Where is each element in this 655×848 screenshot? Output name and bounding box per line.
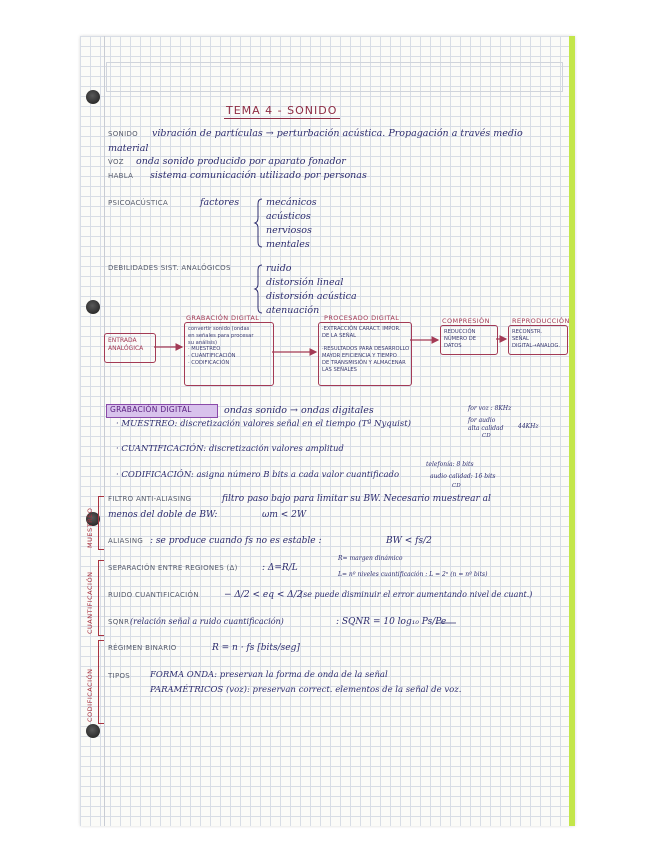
compresion-box-text: REDUCCIÓN NÚMERO DE DATOS <box>444 329 477 349</box>
tipos-label: TIPOS <box>108 672 131 680</box>
regimen-formula: R = n · fs [bits/seg] <box>212 643 300 653</box>
grabacion-intro: ondas sonido → ondas digitales <box>224 405 374 416</box>
definition-text: onda sonido producido por aparato fonador <box>136 156 346 167</box>
separacion-note: L= nº niveles cuantificación : L = 2ⁿ (n = nº bits) <box>338 571 488 578</box>
list-item: mentales <box>266 239 310 250</box>
psicoacustica-brace <box>255 199 262 247</box>
list-item: nerviosos <box>266 225 312 236</box>
codificacion-note: telefonía: 8 bits <box>426 461 474 468</box>
psicoacustica-label: PSICOACÚSTICA <box>108 199 169 207</box>
cuantificacion-bracket <box>98 560 104 636</box>
list-item: distorsión lineal <box>266 277 344 288</box>
cuantificacion-line: · CUANTIFICACIÓN: discretización valores amplitud <box>116 444 344 454</box>
list-item: mecánicos <box>266 197 317 208</box>
codificacion-line: · CODIFICACIÓN: asigna número B bits a cada valor cuantificado <box>116 470 400 480</box>
sqnr-text: (relación señal a ruido cuantificación) <box>130 617 284 626</box>
muestreo-note: 44KHz <box>518 423 539 430</box>
page-title: TEMA 4 - SONIDO <box>226 104 338 117</box>
codificacion-note: audio calidad: 16 bits <box>430 473 496 480</box>
psicoacustica-sub: factores <box>200 197 240 208</box>
codificacion-side-label: CODIFICACIÓN <box>86 668 94 722</box>
sqnr-label: SQNR <box>108 618 130 626</box>
muestreo-line: · MUESTREO: discretización valores señal en el tiempo (Tª Nyquist) <box>116 419 411 429</box>
ruido-formula: − Δ/2 < eq < Δ/2 <box>224 590 303 600</box>
definition-text: sistema comunicación utilizado por personas <box>150 170 367 181</box>
debilidades-label: DEBILIDADES SIST. ANALÓGICOS <box>108 264 231 272</box>
filtro-text2: menos del doble de BW: <box>108 510 218 520</box>
muestreo-note: for voz : 8KHz <box>468 405 512 412</box>
definition-term: SONIDO <box>108 130 138 138</box>
list-item: acústicos <box>266 211 311 222</box>
reproduccion-box-text: RECONSTR. SEÑAL DIGITAL→ANALOG. <box>512 329 561 349</box>
separacion-label: SEPARACIÓN ENTRE REGIONES (Δ) <box>108 564 238 572</box>
list-item: ruido <box>266 263 292 274</box>
muestreo-note: CD <box>482 433 491 439</box>
procesado-box-label: PROCESADO DIGITAL <box>324 314 400 322</box>
sqnr-formula: : SQNR = 10 log₁₀ Ps/Pe <box>336 617 447 627</box>
ruido-text: (se puede disminuir el error aumentando nivel de cuant.) <box>300 590 533 599</box>
separacion-note: R= margen dinámico <box>338 555 403 562</box>
grabacion-box-label: GRABACIÓN DIGITAL <box>186 314 260 322</box>
tipo-item: FORMA ONDA: preservan la forma de onda de la señal <box>150 670 388 680</box>
definition-term: HABLA <box>108 172 134 180</box>
compresion-box-label: COMPRESIÓN <box>442 317 490 325</box>
aliasing-label: ALIASING <box>108 537 144 545</box>
muestreo-note: alta calidad <box>468 425 504 432</box>
muestreo-note: for audio <box>468 417 496 424</box>
debilidades-brace <box>255 265 262 313</box>
list-item: atenuación <box>266 305 320 316</box>
definition-text: vibración de partículas → perturbación acústica. Propagación a través medio <box>152 128 523 139</box>
regimen-label: RÉGIMEN BINARIO <box>108 644 177 652</box>
filtro-formula: ωm < 2W <box>262 510 307 520</box>
codificacion-note: CD <box>452 483 461 489</box>
aliasing-text: : se produce cuando fs no es estable : <box>150 536 322 546</box>
definition-text: material <box>108 143 149 154</box>
muestreo-side-label: MUESTREO <box>86 507 94 548</box>
filtro-label: FILTRO ANTI-ALIASING <box>108 495 192 503</box>
reproduccion-box-label: REPRODUCCIÓN <box>512 317 570 325</box>
list-item: distorsión acústica <box>266 291 357 302</box>
ruido-label: RUIDO CUANTIFICACIÓN <box>108 591 199 599</box>
grabacion-box-text: convertir sonido (ondas en señales para procesar su análisis) · MUESTREO · CUANTIFICACIÓN · CODIFICACIÓN <box>188 326 254 366</box>
grabacion-heading: GRABACIÓN DIGITAL <box>110 405 192 414</box>
definition-term: VOZ <box>108 158 124 166</box>
codificacion-bracket <box>98 640 104 724</box>
separacion-formula: : Δ=R/L <box>262 563 298 573</box>
procesado-box-text: ·EXTRACCIÓN CARACT. IMPOR. DE LA SEÑAL ·RESULTADOS PARA DESARROLLO MAYOR EFICIENCIA Y TIEMPO DE TRANSMISIÓN Y ALMACENAR LAS SEÑALES <box>322 326 410 373</box>
aliasing-formula: BW < fs/2 <box>386 536 432 546</box>
cuantificacion-side-label: CUANTIFICACIÓN <box>86 571 94 634</box>
muestreo-bracket <box>98 496 104 550</box>
tipo-item: PARAMÉTRICOS (voz): preservan correct. elementos de la señal de voz. <box>150 685 462 695</box>
filtro-text: filtro paso bajo para limitar su BW. Necesario muestrear al <box>222 494 491 504</box>
entrada-text: ENTRADA ANALÓGICA <box>108 337 144 352</box>
